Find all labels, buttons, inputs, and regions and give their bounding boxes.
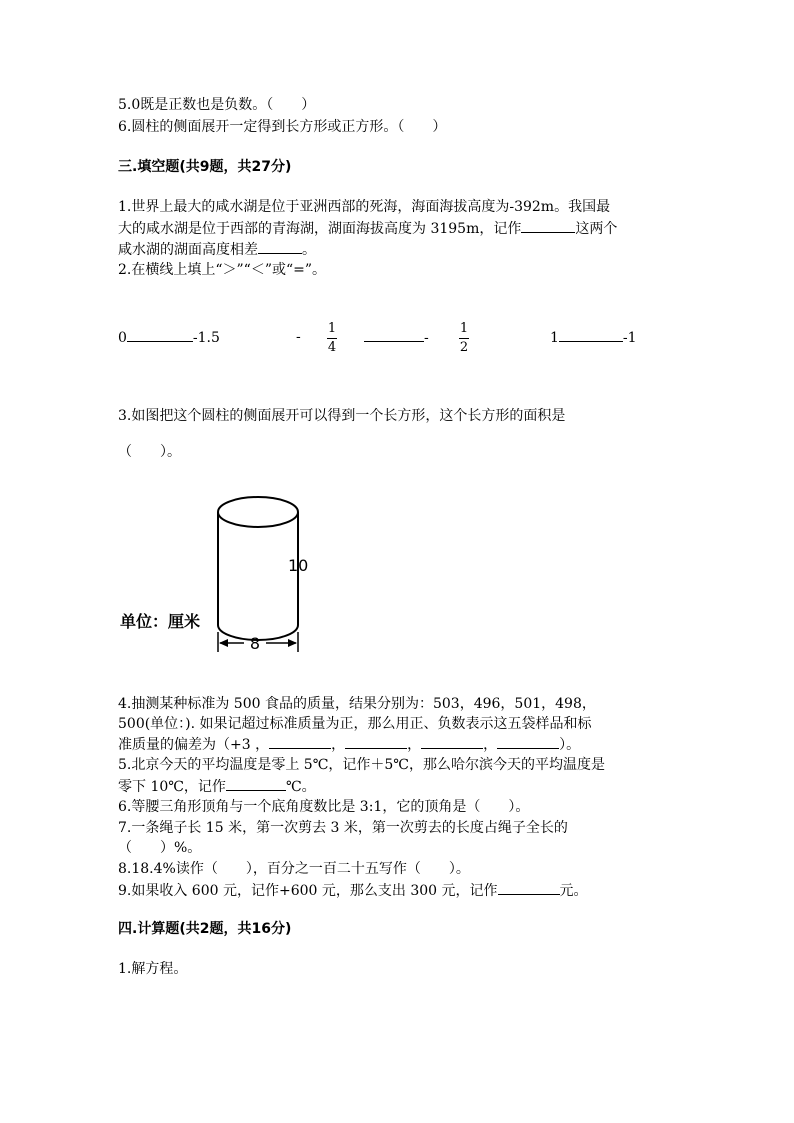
fill-question-4-line-1: 4.抽测某种标准为 500 食品的质量，结果分别为：503，496，501，498，	[118, 696, 596, 712]
fraction-bar	[327, 338, 337, 339]
fraction-bar	[459, 338, 469, 339]
unit-label: 单位：厘米	[120, 612, 201, 631]
compare-item-3	[550, 327, 637, 348]
fill-question-3-line-2: （ ）。	[118, 444, 181, 460]
fill-question-4-line-2: 500(单位：). 如果记超过标准质量为正，那么用正、负数表示这五袋样品和标	[118, 716, 592, 732]
cylinder-figure	[118, 490, 328, 660]
answer-blank[interactable]	[258, 239, 302, 254]
answer-blank[interactable]	[364, 327, 424, 342]
section-4-heading: 四.计算题(共2题，共16分)	[118, 921, 292, 937]
fill-question-1-text-c: 咸水湖的湖面高度相差	[118, 242, 258, 258]
fill-question-4-end: ）。	[559, 737, 581, 753]
answer-blank[interactable]	[521, 218, 575, 233]
fill-question-5-text: 零下 10℃，记作	[118, 779, 226, 795]
separator: ，	[407, 737, 422, 753]
fill-question-6: 6.等腰三角形顶角与一个底角度数比是 3:1，它的顶角是（ ）。	[118, 799, 530, 815]
answer-blank[interactable]	[498, 880, 560, 895]
judge-question-6: 6.圆柱的侧面展开一定得到长方形或正方形。（ ）	[118, 119, 447, 135]
fraction-one-quarter	[327, 322, 337, 355]
separator: ，	[483, 737, 498, 753]
fill-question-1-line-2	[118, 218, 617, 239]
fill-question-7-line-2: （ ）%。	[118, 840, 202, 856]
compare-right-value: -1.5	[192, 330, 220, 346]
compare-item-1	[118, 327, 220, 348]
answer-blank[interactable]	[226, 776, 286, 791]
fill-question-5-line-2	[118, 776, 316, 797]
fill-question-4-line-3	[118, 734, 580, 755]
section-3-heading: 三.填空题(共9题，共27分)	[118, 159, 292, 175]
fill-question-4-text: 准质量的偏差为（+3 ，	[118, 737, 270, 753]
compare-left-value: 0	[118, 330, 127, 346]
dimension-arrow-left	[219, 639, 228, 647]
fill-question-7-line-1: 7.一条绳子长 15 米，第一次剪去 3 米，第一次剪去的长度占绳子全长的	[118, 820, 568, 836]
fraction-numerator: 1	[459, 321, 469, 336]
minus-sign: -	[296, 329, 301, 345]
height-label: 10	[288, 556, 309, 575]
answer-blank[interactable]	[497, 734, 559, 749]
fill-question-5-unit: ℃。	[285, 779, 316, 795]
fill-question-1-text-a: 大的咸水湖是位于西部的青海湖，湖面海拔高度为 3195m，记作	[118, 221, 522, 237]
fill-question-2: 2.在横线上填上“＞”“＜”或“=”。	[118, 262, 327, 278]
fill-question-5-line-1: 5.北京今天的平均温度是零上 5℃，记作＋5℃，那么哈尔滨今天的平均温度是	[118, 757, 605, 773]
dimension-arrow-right	[288, 639, 297, 647]
compare-left-value: 1	[550, 330, 559, 346]
separator: ，	[331, 737, 346, 753]
fill-question-1-text-b: 这两个	[575, 221, 618, 237]
fraction-numerator: 1	[327, 321, 337, 336]
fraction-one-half	[459, 322, 469, 355]
fill-question-9-text: 9.如果收入 600 元，记作+600 元，那么支出 300 元，记作	[118, 883, 498, 899]
answer-blank[interactable]	[559, 327, 623, 342]
judge-question-5: 5.0既是正数也是负数。（ ）	[118, 97, 316, 113]
compare-right-value: -1	[622, 330, 637, 346]
fill-question-1-line-1: 1.世界上最大的咸水湖是位于亚洲西部的死海，海面海拔高度为-392m。我国最	[118, 199, 611, 215]
fill-question-3-line-1: 3.如图把这个圆柱的侧面展开可以得到一个长方形，这个长方形的面积是	[118, 408, 566, 424]
fraction-denominator: 2	[459, 340, 469, 355]
fill-question-8: 8.18.4%读作（ ），百分之一百二十五写作（ ）。	[118, 861, 470, 877]
answer-blank[interactable]	[345, 734, 407, 749]
answer-blank[interactable]	[421, 734, 483, 749]
fill-question-1-line-3	[118, 239, 316, 260]
compare-item-2	[364, 327, 429, 348]
fill-question-1-text-d: 。	[302, 242, 316, 258]
fraction-denominator: 4	[327, 340, 337, 355]
minus-sign: -	[424, 330, 429, 346]
cylinder-top	[218, 497, 298, 527]
answer-blank[interactable]	[127, 327, 193, 342]
fill-question-9-unit: 元。	[559, 883, 588, 899]
calc-question-1: 1.解方程。	[118, 961, 188, 977]
answer-blank[interactable]	[269, 734, 331, 749]
diameter-label: 8	[249, 634, 261, 653]
fill-question-9	[118, 880, 588, 901]
